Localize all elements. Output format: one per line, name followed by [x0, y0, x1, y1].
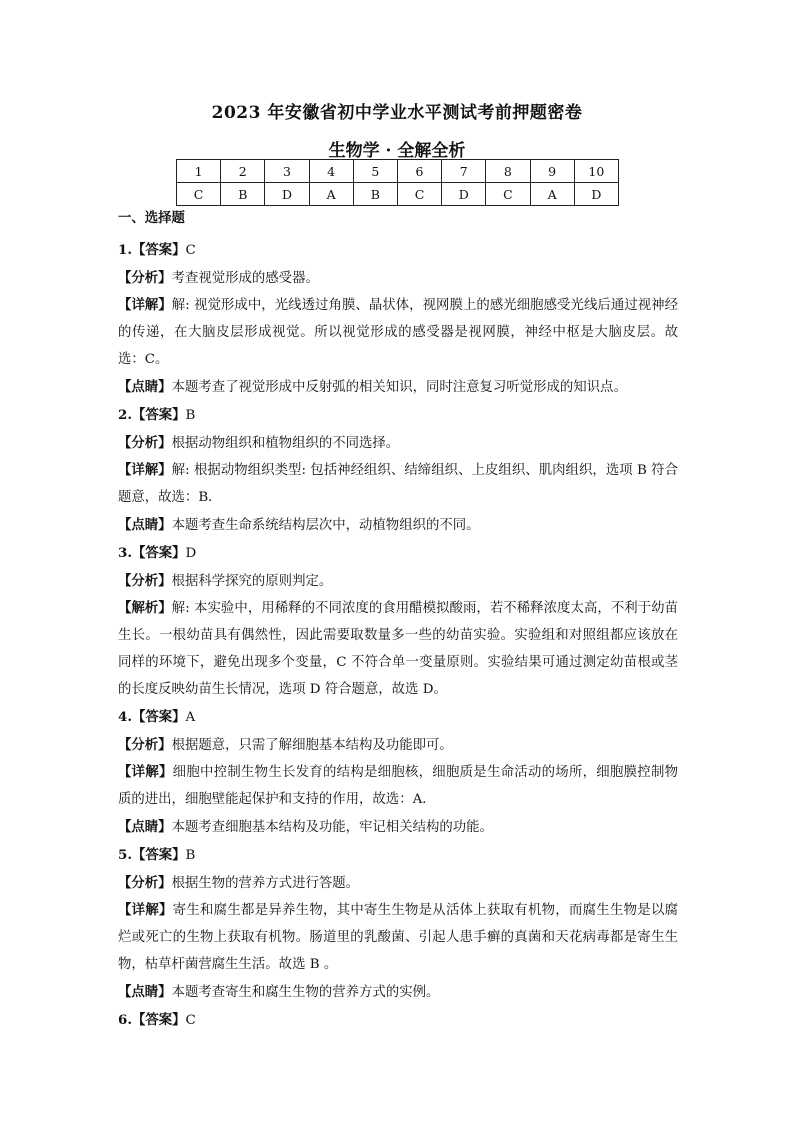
answer-table-number-row	[177, 160, 619, 183]
question-number: 6.	[118, 1012, 132, 1028]
detail-tag: 【详解】	[118, 462, 172, 478]
q4-detail-para	[118, 759, 678, 813]
analysis-tag: 【分析】	[118, 573, 172, 589]
answer-tag: 【答案】	[131, 242, 186, 258]
answer-value: C	[185, 243, 196, 258]
question-number: 2.	[118, 407, 132, 423]
q1-answer-line	[118, 236, 678, 264]
q3-answer-line	[118, 539, 678, 567]
q2-detail-para	[118, 457, 678, 511]
q1-detail-para	[118, 292, 678, 373]
question-number-cell: 10	[574, 160, 618, 183]
q1-analysis-line	[118, 264, 678, 292]
answer-tag: 【答案】	[131, 847, 186, 863]
answer-table	[176, 159, 619, 206]
q5-analysis-line	[118, 869, 678, 897]
question-number-cell: 1	[177, 160, 221, 183]
analysis-text: 考查视觉形成的感受器。	[171, 271, 319, 286]
comment-text: 本题考查寄生和腐生生物的营养方式的实例。	[171, 985, 440, 1000]
solutions-body	[118, 208, 678, 1034]
question-number-cell: 9	[530, 160, 574, 183]
question-number-cell: 2	[221, 160, 265, 183]
comment-tag: 【点睛】	[118, 517, 172, 533]
analysis-tag: 【分析】	[118, 270, 172, 286]
answer-cell: D	[574, 183, 618, 206]
answer-value: B	[185, 848, 196, 863]
question-number: 5.	[118, 847, 132, 863]
answer-cell: A	[530, 183, 574, 206]
comment-text: 本题考查生命系统结构层次中，动植物组织的不同。	[171, 518, 480, 533]
answer-cell: B	[221, 183, 265, 206]
detail-tag: 【详解】	[118, 297, 172, 313]
answer-tag: 【答案】	[131, 1012, 186, 1028]
question-number-cell: 4	[309, 160, 353, 183]
section-title: 一、选择题	[118, 210, 185, 226]
detail-text: 细胞中控制生物生长发育的结构是细胞核，细胞质是生命活动的场所，细胞膜控制物质的进出，细胞壁能起保护和支持的作用，故选：A．	[118, 765, 679, 807]
answer-cell: C	[486, 183, 530, 206]
answer-cell: C	[177, 183, 221, 206]
document-title: 2023 年安徽省初中学业水平测试考前押题密卷	[211, 103, 583, 123]
comment-tag: 【点睛】	[118, 819, 172, 835]
comment-text: 本题考查细胞基本结构及功能，牢记相关结构的功能。	[171, 820, 493, 835]
question-number: 1.	[118, 242, 132, 258]
analysis-text: 根据生物的营养方式进行答题。	[171, 876, 360, 891]
question-number-cell: 5	[353, 160, 397, 183]
question-number-cell: 8	[486, 160, 530, 183]
detail-tag: 【解析】	[118, 600, 172, 616]
answer-value: A	[185, 710, 196, 725]
q5-detail-para	[118, 897, 678, 978]
question-number: 4.	[118, 709, 132, 725]
answer-value: D	[185, 546, 197, 561]
question-number-cell: 7	[442, 160, 486, 183]
q3-analysis-line	[118, 567, 678, 595]
detail-text: 寄生和腐生都是异养生物，其中寄生生物是从活体上获取有机物，而腐生生物是以腐烂或死亡的生物上获取有机物。肠道里的乳酸菌、引起人患手癣的真菌和天花病毒都是寄生生物，枯草杆菌营腐生生活。故选 B 。	[118, 903, 679, 972]
comment-text: 本题考查了视觉形成中反射弧的相关知识，同时注意复习听觉形成的知识点。	[171, 380, 627, 395]
analysis-tag: 【分析】	[118, 435, 172, 451]
answer-value: B	[185, 408, 196, 423]
analysis-tag: 【分析】	[118, 737, 172, 753]
analysis-text: 根据题意，只需了解细胞基本结构及功能即可。	[171, 738, 453, 753]
comment-tag: 【点睛】	[118, 984, 172, 1000]
analysis-text: 根据科学探究的原则判定。	[171, 574, 333, 589]
answer-tag: 【答案】	[131, 709, 186, 725]
q2-analysis-line	[118, 429, 678, 457]
document-subtitle: 生物学 · 全解全析	[328, 141, 466, 161]
q4-comment-line	[118, 813, 678, 841]
comment-tag: 【点睛】	[118, 379, 172, 395]
analysis-tag: 【分析】	[118, 875, 172, 891]
analysis-text: 根据动物组织和植物组织的不同选择。	[171, 436, 400, 451]
answer-cell: C	[397, 183, 441, 206]
q4-answer-line	[118, 703, 678, 731]
question-number: 3.	[118, 545, 132, 561]
q4-analysis-line	[118, 731, 678, 759]
q3-detail-para	[118, 595, 678, 703]
answer-cell: B	[353, 183, 397, 206]
answer-cell: D	[442, 183, 486, 206]
q2-comment-line	[118, 511, 678, 539]
answer-cell: D	[265, 183, 309, 206]
detail-tag: 【详解】	[118, 902, 173, 918]
answer-value: C	[185, 1013, 196, 1028]
q6-answer-line	[118, 1006, 678, 1034]
detail-text: 解: 视觉形成中，光线透过角膜、晶状体，视网膜上的感光细胞感受光线后通过视神经的传递，在大脑皮层形成视觉。所以视觉形成的感受器是视网膜，神经中枢是大脑皮层。故选：C。	[118, 298, 679, 367]
answer-tag: 【答案】	[131, 407, 186, 423]
q5-answer-line	[118, 841, 678, 869]
detail-tag: 【详解】	[118, 764, 173, 780]
answer-tag: 【答案】	[131, 545, 186, 561]
q2-answer-line	[118, 401, 678, 429]
q1-comment-line	[118, 373, 678, 401]
question-number-cell: 6	[397, 160, 441, 183]
q5-comment-line	[118, 978, 678, 1006]
answer-table-answer-row	[177, 183, 619, 206]
detail-text: 解: 本实验中，用稀释的不同浓度的食用醋模拟酸雨，若不稀释浓度太高，不利于幼苗生长。一根幼苗具有偶然性，因此需要取数量多一些的幼苗实验。实验组和对照组都应该放在同样的环境下，避免出现多个变量，C 不符合单一变量原则。实验结果可通过测定幼苗根或茎的长度反映幼苗生长情况，选项 D 符合题意，故选 D。	[118, 601, 679, 697]
question-number-cell: 3	[265, 160, 309, 183]
answer-cell: A	[309, 183, 353, 206]
detail-text: 解: 根据动物组织类型: 包括神经组织、结缔组织、上皮组织、肌肉组织，选项 B 符合题意，故选：B．	[118, 463, 679, 505]
